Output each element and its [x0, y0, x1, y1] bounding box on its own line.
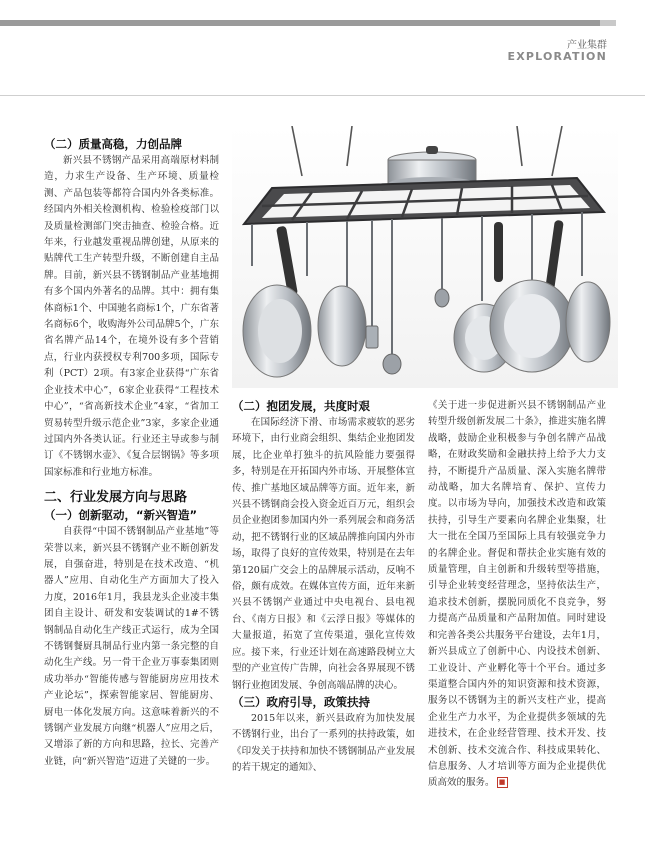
heading-development: 二、行业发展方向与思路	[44, 490, 188, 506]
header-bar-end	[600, 20, 616, 26]
column-3	[428, 398, 606, 792]
paragraph-policy-cont	[428, 398, 606, 792]
paragraph-quality: 新兴县不锈钢产品采用高端原材料制造，力求生产设备、生产环境、质量检测、产品包装等都符合国内外各类标准。经国内外相关检测机构、检验检疫部门以及质量检测部门突击抽查、检验合格。近年来，行业越发重视品牌创建，从原来的贴牌代工生产转型升级，不断创建自主品牌。目前，新兴县不锈钢制品产业基地拥有多个国内外著名的品牌。其中：拥有集体商标1个、中国驰名商标1个，广东省著名商标6个，收购海外公司品牌5个，广东省名牌产品14个，在境外设有多个营销点，行业内获授权专利700多项，国际专利（PCT）2项。有3家企业获得“广东省企业技术中心”，6家企业获得“工程技术中心”，“省高新技术企业”4家，“省加工贸易转型升级示范企业”3家，多家企业通过国内外各类认证。行业还主导或参与制订《不锈钢水壶》、《复合层钢锅》等多项国家标准和行业地方标准。	[44, 155, 219, 478]
paragraph-policy: 2015年以来，新兴县政府为加快发展不锈钢行业，出台了一系列的扶持政策，如《印发关于扶持和加快不锈钢制品产业发展的若干规定的通知》、	[232, 712, 415, 774]
heading-group: （二）抱团发展，共度时艰	[232, 399, 370, 413]
end-mark-icon: ■	[497, 777, 508, 788]
paragraph-innovation: 自获得“中国不锈钢制品产业基地”等荣誉以来，新兴县不锈钢产业不断创新发展，自强奋进，特别是在技术改造、“机器人”应用、自动化生产方面加大了投入力度，2016年1月，我县龙头企业凌丰集团自主设计、研发和安装调试的1#不锈钢制品自动化生产线正式运行，成为全国不锈钢餐厨具制品行业内第一条完整的自动化生产线。另一骨干企业万事泰集团则成功举办“智能传感与智能厨房应用技术产业论坛”，探索智能家居、智能厨房、厨电一体化发展方向。这意味着新兴的不锈钢产业发展方向继“机器人”应用之后，又增添了新的方向和思路，拉长、完善产业链，向“新兴智造”迈进了关键的一步。	[44, 526, 219, 767]
heading-quality: （二）质量高稳，力创品牌	[44, 137, 182, 151]
header-divider	[0, 95, 645, 96]
column-2	[232, 398, 415, 777]
paragraph-group: 在国际经济下滑、市场需求疲软的恶劣环境下，由行业商会组织、集结企业抱团发展，比企业单打独斗的抗风险能力要强得多，特别是在开拓国内外市场、开展整体宣传、推广基地区域品牌等方面。近年来，新兴县不锈钢商会投入资金近百万元，组织会员企业抱团参加国内外一系列展会和商务活动，把不锈钢行业的区域品牌推向国内外市场，取得了良好的宣传效果，特别是在去年第120届广交会上的品牌展示活动，反响不俗，颇有成效。在媒体宣传方面，近年来新兴县不锈钢产业通过中央电视台、县电视台、《南方日报》和《云浮日报》等媒体的大量报道，拓宽了宣传渠道，强化宣传效应。接下来，行业还计划在高速路段树立大型的产业宣传广告牌，向社会各界展现不锈钢行业抱团发展、争创高端品牌的决心。	[232, 417, 415, 691]
heading-innovation: （一）创新驱动，“新兴智造”	[44, 508, 198, 523]
section-label-cn: 产业集群	[567, 40, 607, 51]
paragraph-policy-cont-text: 《关于进一步促进新兴县不锈钢制品产业转型升级创新发展二十条》，推进实施名牌战略，鼓励企业积极参与争创名牌产品战略，在财政奖励和金融扶持上给予大力支持，不断提升产品质量、深入实施名牌带动战略，加大名牌培育、保护、宣传力度。以市场为导向，加强技术改造和政策扶持，引导生产要素向名牌企业集聚，壮大一批在全国乃至国际上具有较强竞争力的名牌企业。督促和帮扶企业实施有效的质量管理，自主创新和升级转型等措施，引导企业转变经营理念，坚持依法生产，追求技术创新，摆脱同质化不良竞争，努力提高产品质量和产品附加值。同时建设和完善各类公共服务平台建设，去年1月，新兴县成立了创新中心、内设技术创新、工业设计、产业孵化等十个平台。通过多渠道整合国内外的知识资源和技术资源，服务以不锈钢为主的新兴支柱产业，提高企业生产力水平，为企业提供多领域的先进技术，在企业经营管理、技术开发、技术创新、技术交流合作、科技成果转化、信息服务、人才培训等方面为企业提供优质高效的服务。	[428, 400, 606, 789]
section-label-en: EXPLORATION	[507, 50, 607, 63]
header-bar	[0, 20, 600, 26]
pot-rack-photo	[232, 126, 618, 388]
heading-policy: （三）政府引导，政策扶持	[232, 694, 370, 709]
hanging-pot-rack-icon	[232, 126, 618, 388]
column-1	[44, 136, 219, 770]
